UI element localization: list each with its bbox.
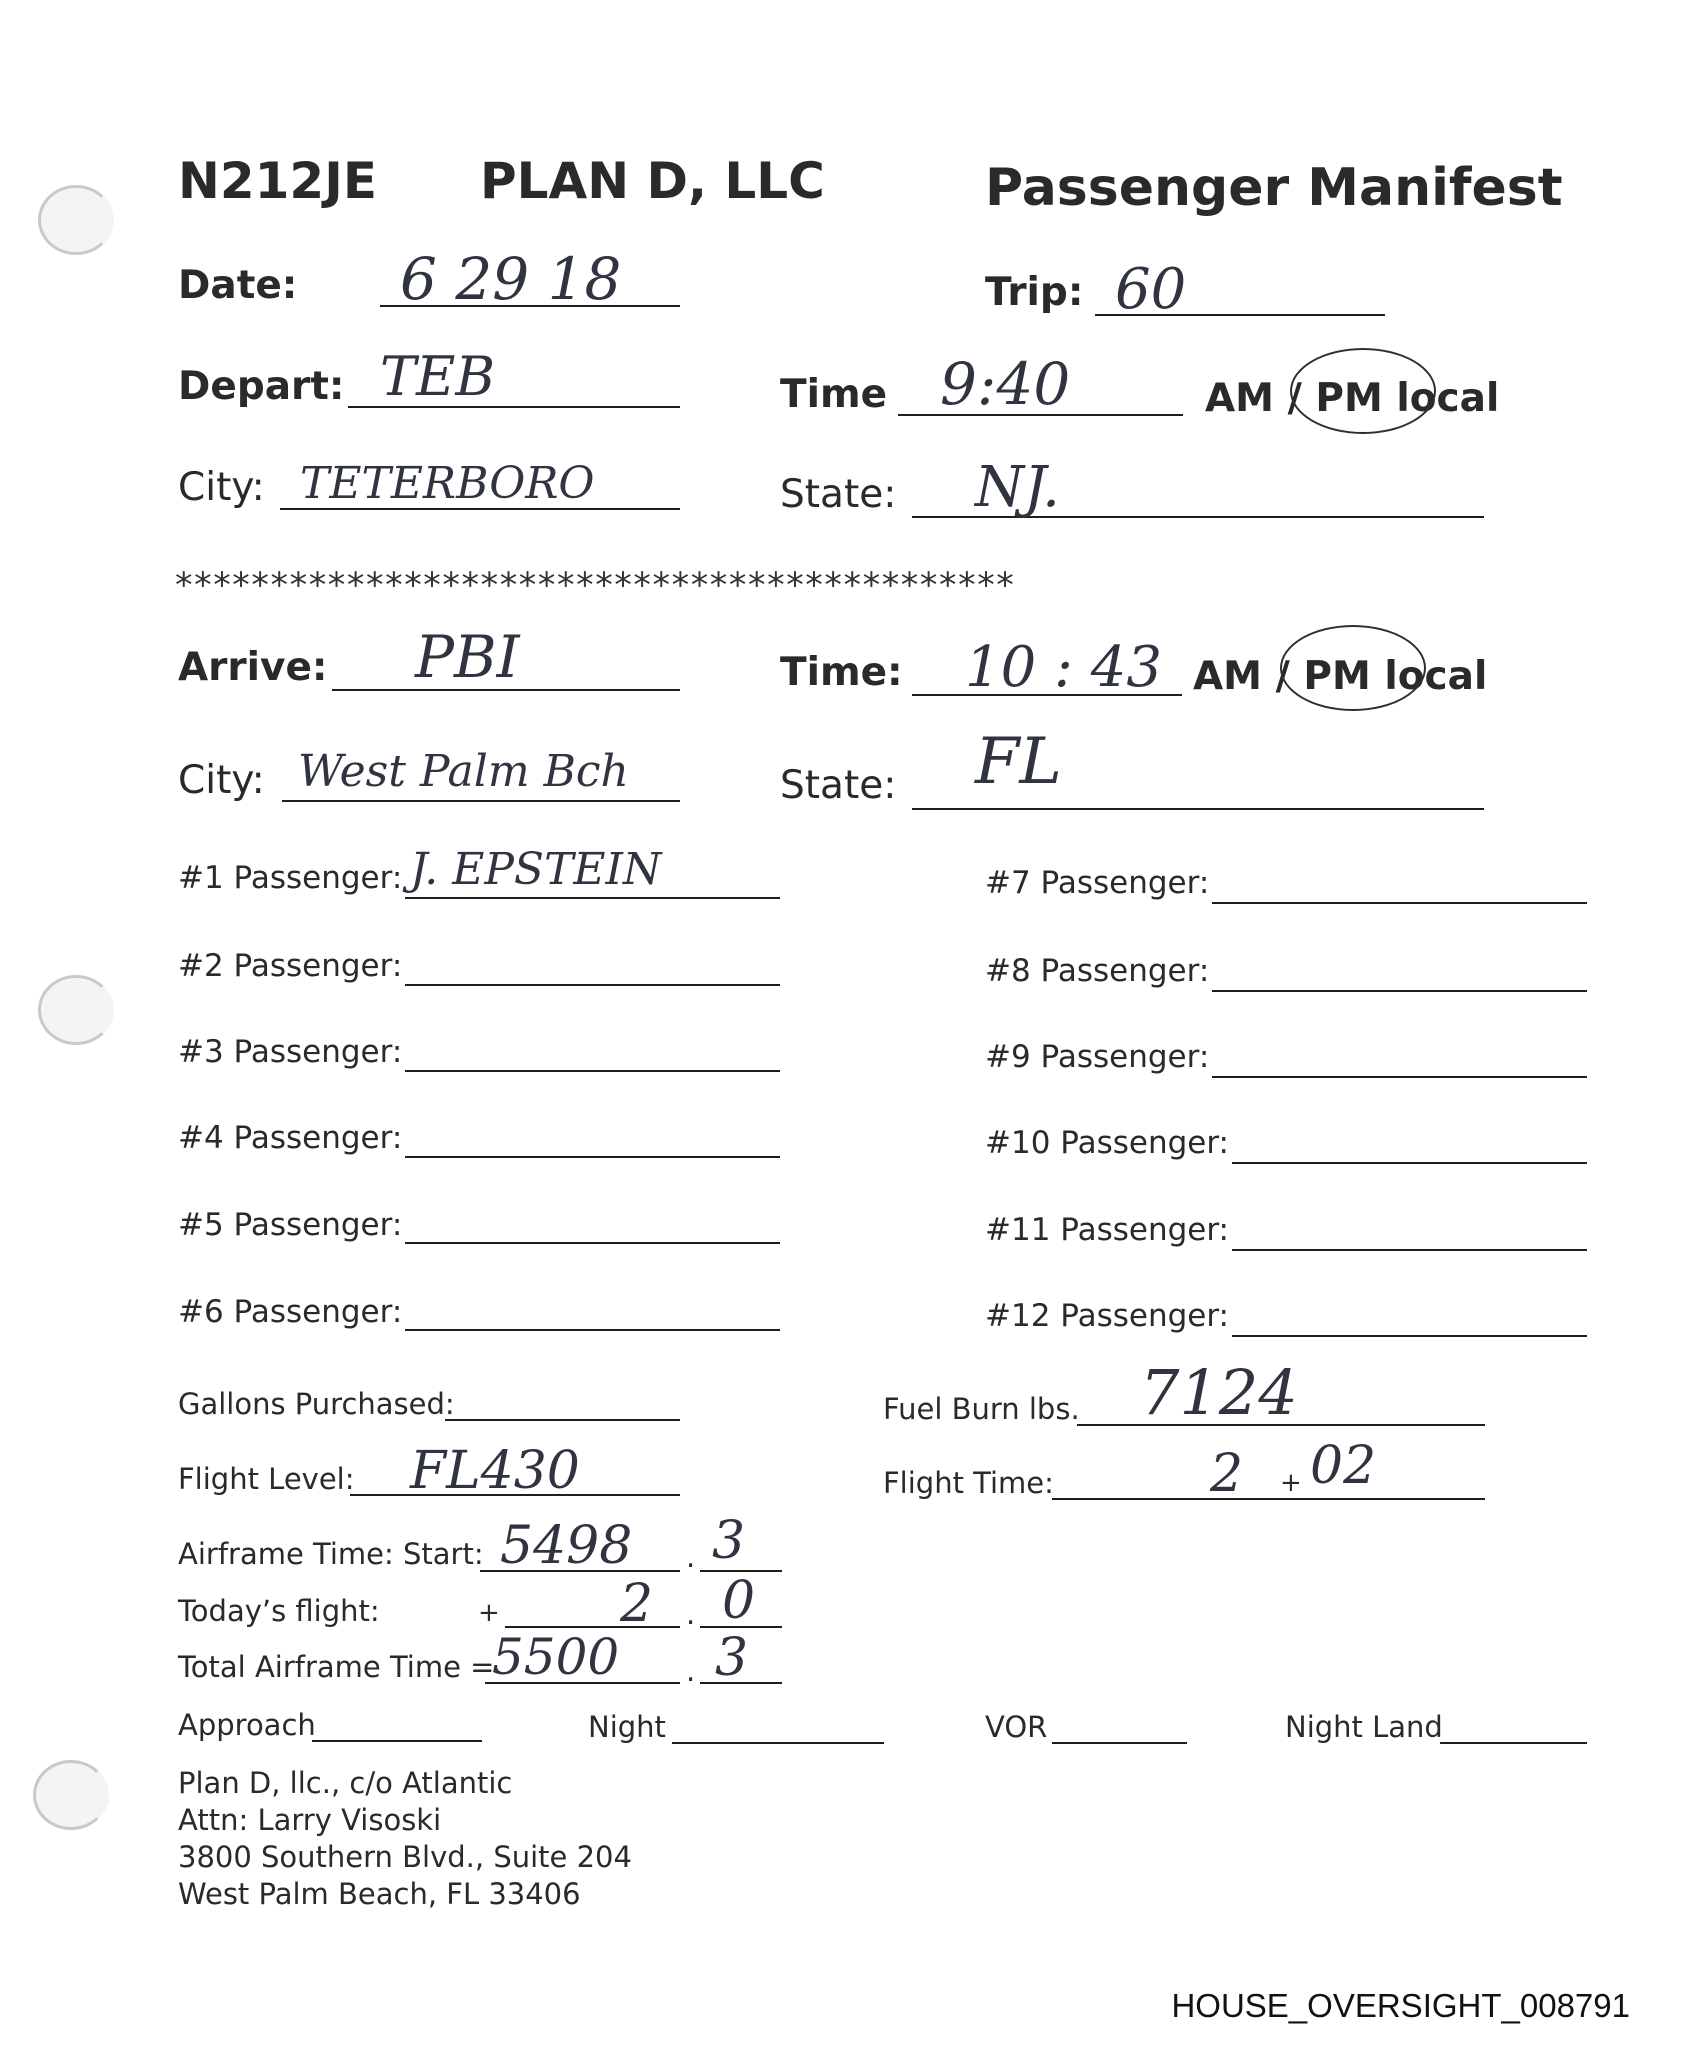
date-label: Date:: [178, 263, 298, 308]
company-name: PLAN D, LLC: [480, 152, 825, 210]
night-land-label: Night Land: [1285, 1710, 1443, 1744]
passenger-5-label: #5 Passenger:: [178, 1207, 403, 1243]
flight-time-label: Flight Time:: [883, 1466, 1054, 1500]
passenger-4-line: [405, 1156, 780, 1158]
flight-level-label: Flight Level:: [178, 1462, 355, 1496]
passenger-6-label: #6 Passenger:: [178, 1294, 403, 1330]
passenger-11-label: #11 Passenger:: [985, 1212, 1229, 1248]
passenger-10-label: #10 Passenger:: [985, 1125, 1229, 1161]
trip-value: 60: [1115, 257, 1187, 322]
passenger-10-line: [1232, 1162, 1587, 1164]
night-label: Night: [588, 1710, 666, 1744]
vor-label: VOR: [985, 1710, 1048, 1744]
approach-line: [312, 1740, 482, 1742]
address-line-3: 3800 Southern Blvd., Suite 204: [178, 1840, 632, 1874]
gallons-line: [445, 1419, 680, 1421]
airframe-start-whole: 5498: [500, 1516, 633, 1576]
total-airframe-decimal: 3: [715, 1628, 749, 1688]
todays-flight-label: Today’s flight:: [178, 1594, 380, 1628]
passenger-12-label: #12 Passenger:: [985, 1298, 1229, 1334]
depart-city-label: City:: [178, 465, 265, 510]
flight-level-value: FL430: [410, 1441, 580, 1501]
airframe-start-label: Airframe Time: Start:: [178, 1537, 484, 1571]
passenger-9-label: #9 Passenger:: [985, 1039, 1210, 1075]
approach-label: Approach: [178, 1708, 316, 1742]
fuel-burn-label: Fuel Burn lbs.: [883, 1392, 1080, 1426]
address-line-1: Plan D, llc., c/o Atlantic: [178, 1766, 513, 1800]
passenger-4-label: #4 Passenger:: [178, 1120, 403, 1156]
arrive-state-value: FL: [975, 725, 1062, 799]
date-value: 6 29 18: [400, 245, 622, 313]
passenger-11-line: [1232, 1249, 1587, 1251]
passenger-7-line: [1212, 902, 1587, 904]
address-line-2: Attn: Larry Visoski: [178, 1803, 442, 1837]
passenger-1-value: J. EPSTEIN: [410, 844, 662, 895]
arrive-city-value: West Palm Bch: [298, 746, 629, 797]
arrive-state-line: [912, 808, 1484, 810]
passenger-6-line: [405, 1329, 780, 1331]
arrive-pm-circle: [1280, 625, 1426, 711]
arrive-time-label: Time:: [780, 650, 903, 695]
passenger-3-label: #3 Passenger:: [178, 1034, 403, 1070]
passenger-12-line: [1232, 1335, 1587, 1337]
trip-label: Trip:: [985, 270, 1084, 315]
passenger-1-line: [405, 897, 780, 899]
depart-value: TEB: [380, 345, 496, 408]
arrive-state-label: State:: [780, 763, 897, 808]
passenger-9-line: [1212, 1076, 1587, 1078]
total-airframe-dot: .: [686, 1654, 696, 1688]
binder-hole-middle: [38, 975, 114, 1045]
depart-state-value: NJ.: [975, 455, 1060, 520]
depart-state-label: State:: [780, 472, 897, 517]
night-land-line: [1440, 1742, 1587, 1744]
todays-flight-decimal: 0: [722, 1571, 756, 1631]
todays-flight-dot: .: [686, 1597, 696, 1631]
address-line-4: West Palm Beach, FL 33406: [178, 1877, 581, 1911]
passenger-2-label: #2 Passenger:: [178, 948, 403, 984]
arrive-city-line: [282, 800, 680, 802]
flight-time-line: [1052, 1498, 1485, 1500]
arrive-value: PBI: [415, 623, 520, 691]
passenger-2-line: [405, 984, 780, 986]
bates-number: HOUSE_OVERSIGHT_008791: [1171, 1987, 1630, 2024]
depart-am-pm: AM / PM local: [1205, 376, 1500, 421]
passenger-8-label: #8 Passenger:: [985, 953, 1210, 989]
depart-time-label: Time: [780, 372, 888, 417]
total-airframe-label: Total Airframe Time =: [178, 1650, 495, 1684]
arrive-city-label: City:: [178, 758, 265, 803]
depart-pm-circle: [1290, 348, 1436, 434]
binder-hole-top: [38, 185, 114, 255]
passenger-8-line: [1212, 990, 1587, 992]
vor-line: [1052, 1742, 1187, 1744]
passenger-5-line: [405, 1242, 780, 1244]
flight-time-minutes: 02: [1310, 1436, 1377, 1496]
arrive-time-value: 10 : 43: [965, 635, 1162, 700]
binder-hole-bottom: [33, 1760, 109, 1830]
passenger-7-label: #7 Passenger:: [985, 865, 1210, 901]
airframe-start-dot: .: [686, 1540, 696, 1574]
todays-flight-whole: 2: [620, 1574, 654, 1634]
depart-city-value: TETERBORO: [300, 458, 595, 509]
tail-number: N212JE: [178, 152, 377, 210]
fuel-burn-value: 7124: [1140, 1356, 1298, 1429]
page-title: Passenger Manifest: [985, 158, 1563, 218]
total-airframe-whole: 5500: [492, 1628, 620, 1686]
passenger-1-label: #1 Passenger:: [178, 860, 403, 896]
arrive-label: Arrive:: [178, 645, 328, 690]
night-line: [672, 1742, 884, 1744]
passenger-3-line: [405, 1070, 780, 1072]
todays-flight-plus: +: [478, 1598, 500, 1628]
flight-time-hours: 2: [1210, 1444, 1244, 1504]
depart-time-value: 9:40: [940, 350, 1071, 418]
separator-asterisks: ********************************************: [175, 566, 1016, 606]
gallons-label: Gallons Purchased:: [178, 1387, 455, 1421]
arrive-am-pm: AM / PM local: [1193, 654, 1488, 699]
flight-time-plus: +: [1280, 1468, 1302, 1498]
depart-label: Depart:: [178, 364, 345, 409]
airframe-start-decimal: 3: [712, 1511, 746, 1571]
